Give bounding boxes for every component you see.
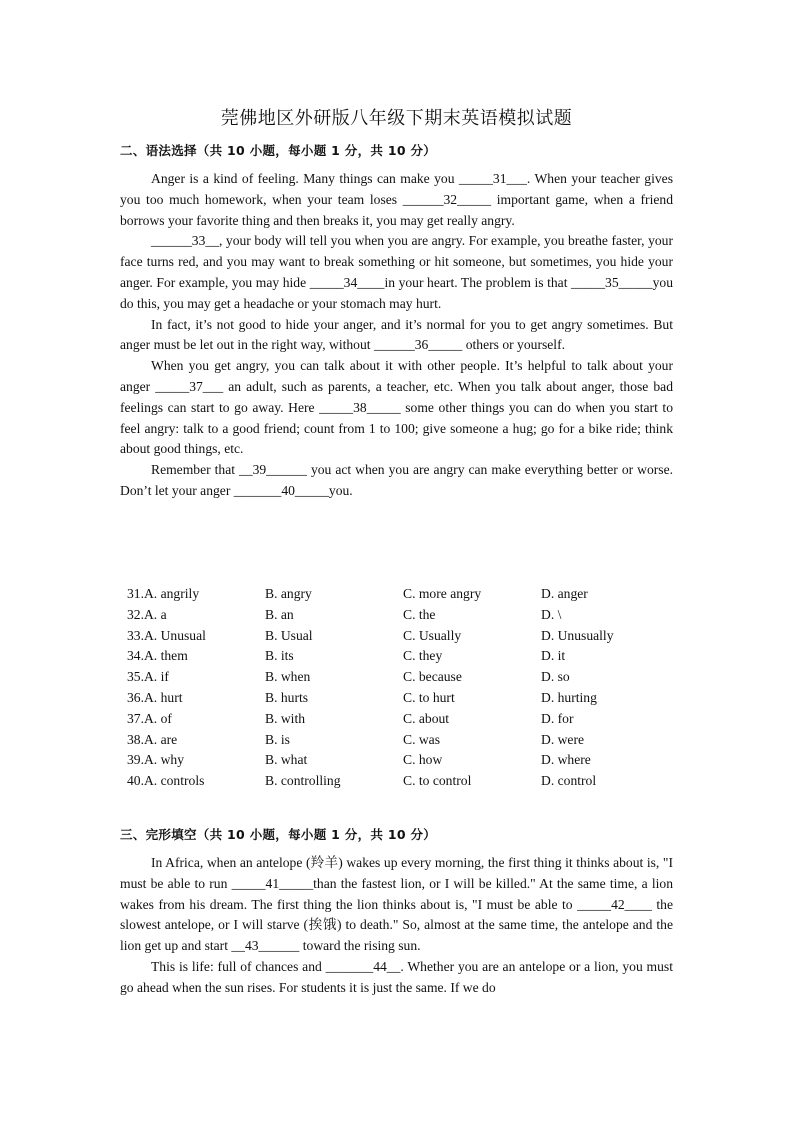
option-d: D. anger [541,586,588,601]
option-b: B. hurts [265,689,309,705]
option-b: B. what [265,752,308,768]
section-2-heading: 二、语法选择（共 10 小题，每小题 1 分，共 10 分） [120,143,437,158]
page-title: 莞佛地区外研版八年级下期末英语模拟试题 [220,108,573,128]
passage-paragraph: Anger is a kind of feeling. Many things can make you _____31___. When your teacher gives you too much homework, when your team loses ______32_____ important game, when a friend borrows your favorite thing and then breaks it, you may get really angry. [120,171,673,228]
option-row-34 [127,646,687,667]
option-a: 36.A. hurt [127,689,183,705]
option-d: D. so [541,669,570,685]
option-a: 40.A. controls [127,773,205,789]
option-a: 34.A. them [127,648,188,664]
option-row-39 [127,750,687,771]
option-row-37 [127,709,687,730]
section-2-passage [120,169,673,502]
option-d: D. it [541,648,566,664]
passage-paragraph: In fact, it’s not good to hide your anger, and it’s normal for you to get angry sometimes. But anger must be let out in the right way, without ______36_____ others or yourself. [120,316,673,353]
passage-paragraph: In Africa, when an antelope (羚羊) wakes up every morning, the first thing it thinks about is, "I must be able to run _____41_____than the fastest lion, or I will be killed." At the same time, a lion wakes from his dream. The first thing the lion thinks about is, "I must be able to _____42____ the slowest antelope, or I will starve (挨饿) to death." So, almost at the same time, the antelope and the lion get up and start __43______ toward the rising sun. [120,855,673,954]
passage-paragraph: When you get angry, you can talk about it with other people. It’s helpful to talk about your anger _____37___ an adult, such as parents, a teacher, etc. When you talk about anger, those bad feelings can start to go away. Here _____38_____ some other things you can do when you start to feel angry: talk to a good friend; count from 1 to 100; give someone a hug; go for a bike ride; think about good things, etc. [120,358,673,457]
option-a: 39.A. why [127,752,185,768]
option-d: D. \ [541,606,562,622]
option-c: C. the [403,606,436,622]
section-3-heading: 三、完形填空（共 10 小题，每小题 1 分，共 10 分） [120,827,437,842]
option-a: 35.A. if [127,669,169,685]
option-b: B. an [265,606,294,622]
passage-paragraph: This is life: full of chances and _______44__. Whether you are an antelope or a lion, you must go ahead when the sun rises. For students it is just the same. If we do [120,958,673,995]
option-row-36 [127,688,687,709]
option-b: B. with [265,710,306,726]
option-d: D. control [541,773,597,789]
option-d: D. for [541,710,574,726]
option-c: C. Usually [403,627,462,643]
option-d: D. Unusually [541,627,614,643]
option-a: 32.A. a [127,606,167,622]
option-c: C. because [403,669,462,685]
option-a: 38.A. are [127,731,178,747]
option-row-35 [127,667,687,688]
option-row-33 [127,626,687,647]
option-row-31 [127,584,687,605]
passage-paragraph: ______33__, your body will tell you when you are angry. For example, you breathe faster, your face turns red, and you may want to break something or hit someone, but sometimes, you hide your anger. For example, you may hide _____34____in your heart. The problem is that _____35_____you do this, you may get a headache or your stomach may hurt. [120,233,673,311]
option-c: C. to hurt [403,689,455,705]
option-d: D. where [541,752,591,768]
option-a: 37.A. of [127,710,172,726]
option-b: B. when [265,669,311,685]
option-c: C. to control [403,773,472,789]
option-c: C. more angry [403,586,482,601]
option-row-38 [127,730,687,751]
option-c: C. was [403,731,441,747]
option-row-32 [127,605,687,626]
option-c: C. how [403,752,443,768]
option-b: B. is [265,731,290,747]
passage-paragraph: Remember that __39______ you act when you are angry can make everything better or worse. Don’t let your anger _______40_____you. [120,462,673,498]
option-a: 33.A. Unusual [127,627,206,643]
option-d: D. hurting [541,689,597,705]
option-d: D. were [541,731,585,747]
option-b: B. its [265,648,294,664]
option-row-40 [127,771,687,792]
option-c: C. they [403,648,443,664]
option-b: B. controlling [265,773,341,789]
option-b: B. Usual [265,627,313,643]
answer-options [127,584,687,792]
option-a: 31.A. angrily [127,586,200,601]
section-3-passage [120,853,673,999]
option-c: C. about [403,710,450,726]
option-b: B. angry [265,586,312,601]
